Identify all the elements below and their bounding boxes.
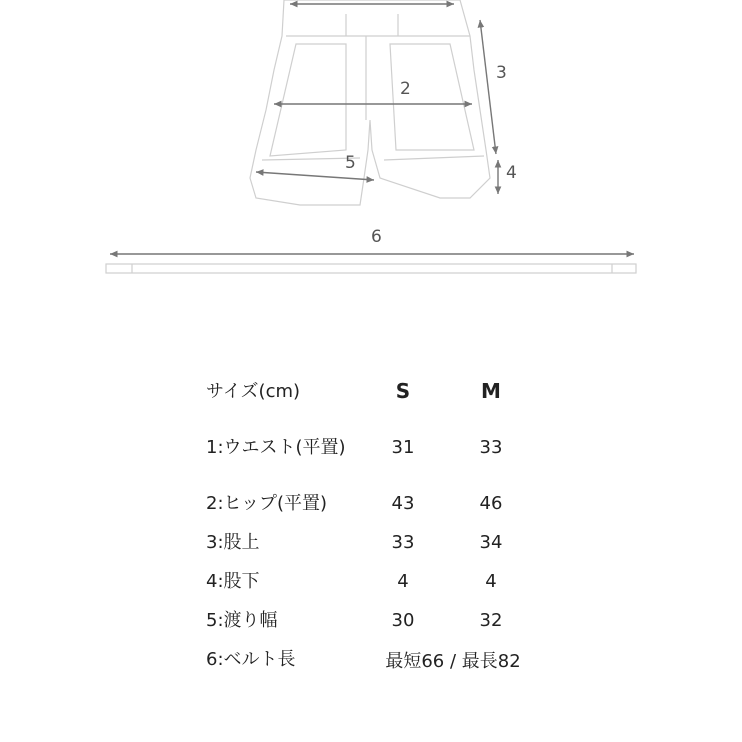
label-4: 4	[506, 163, 517, 183]
shorts-measurement-diagram	[0, 0, 742, 300]
row-label: 2:ヒップ(平置)	[206, 493, 328, 514]
table-header-row	[206, 372, 530, 410]
table-row	[206, 562, 530, 601]
row-value-m: 32	[479, 610, 503, 631]
row-label: 1:ウエスト(平置)	[206, 436, 346, 458]
row-value-s: 43	[391, 493, 415, 514]
header-size-m: M	[481, 379, 501, 403]
row-value-s: 4	[397, 571, 409, 592]
table-row	[206, 523, 530, 562]
row-value-m: 4	[485, 571, 497, 592]
row-label: 5:渡り幅	[206, 610, 278, 631]
row-label: 4:股下	[206, 571, 260, 592]
rise-arrow	[480, 20, 496, 154]
row-value-m: 34	[479, 532, 503, 553]
label-3: 3	[496, 63, 507, 83]
label-2: 2	[400, 79, 411, 99]
table-row	[206, 640, 530, 679]
belt-outline	[106, 264, 636, 273]
row-value-s: 33	[391, 532, 415, 553]
row-value-s: 31	[391, 436, 415, 458]
table-row	[206, 484, 530, 523]
thigh-arrow	[256, 172, 374, 180]
belt-length-range: 最短66 / 最長82	[385, 650, 521, 672]
row-value-m: 46	[479, 493, 503, 514]
label-6: 6	[371, 227, 382, 247]
header-size-label: サイズ(cm)	[206, 380, 301, 402]
table-row	[206, 410, 530, 484]
row-value-m: 33	[479, 436, 503, 458]
size-table	[206, 372, 530, 679]
row-label: 6:ベルト長	[206, 649, 296, 670]
row-label: 3:股上	[206, 532, 260, 553]
row-value-s: 30	[391, 610, 415, 631]
measurement-arrows	[110, 4, 634, 254]
table-row	[206, 601, 530, 640]
label-5: 5	[345, 153, 356, 173]
header-size-s: S	[395, 379, 411, 403]
